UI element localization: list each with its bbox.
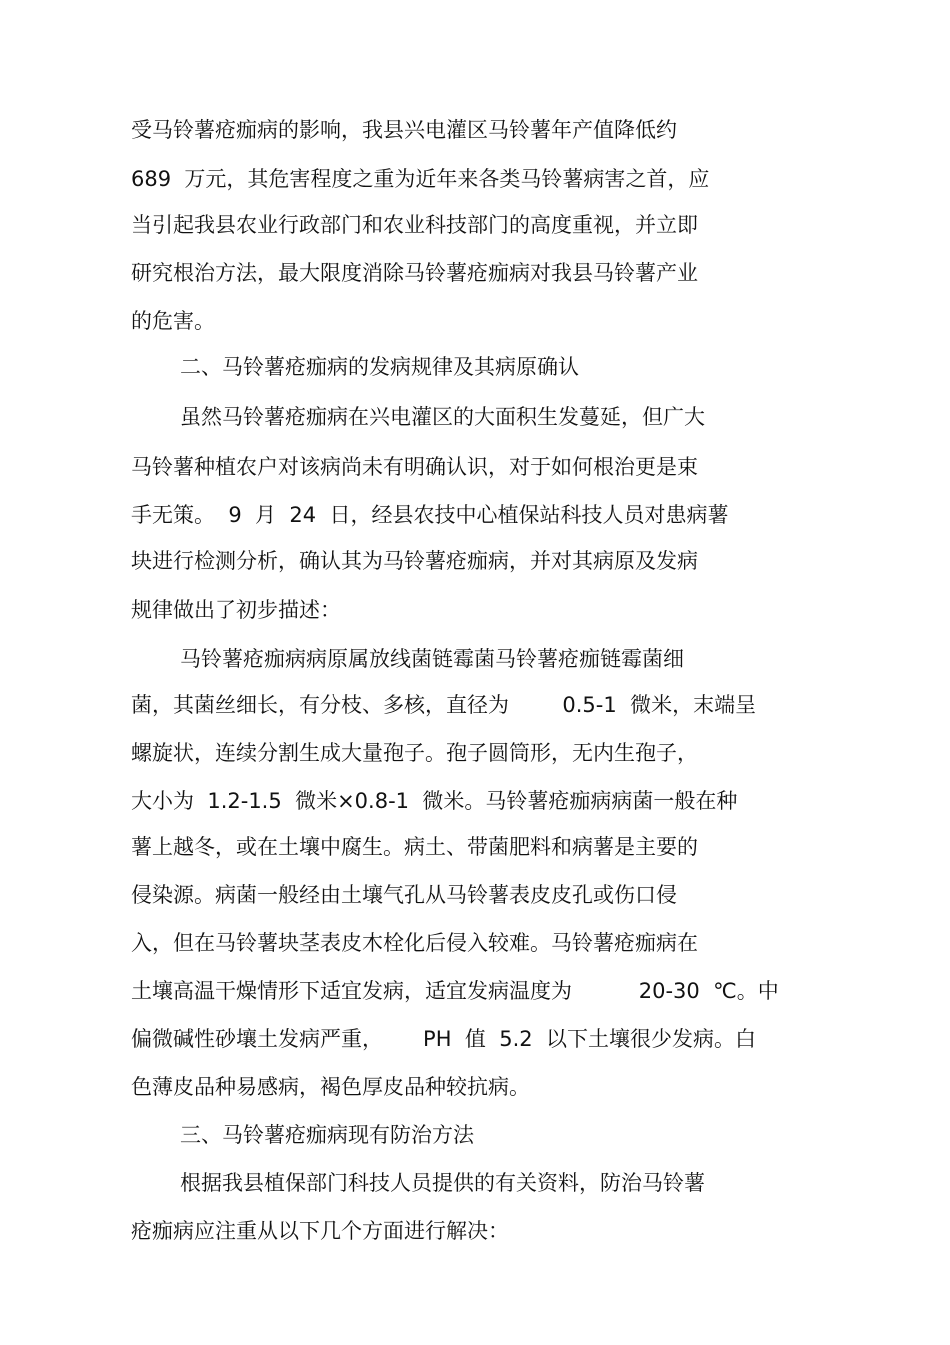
text-line: 疮痂病应注重从以下几个方面进行解决： xyxy=(131,1219,509,1243)
text-line: 螺旋状，连续分割生成大量孢子。孢子圆筒形，无内生孢子， xyxy=(131,741,698,765)
text-line: 马铃薯疮痂病病原属放线菌链霉菌马铃薯疮痂链霉菌细 xyxy=(180,647,684,671)
text-line: 菌，其菌丝细长，有分枝、多核，直径为 0.5-1 微米，末端呈 xyxy=(131,693,757,717)
text-line: 研究根治方法，最大限度消除马铃薯疮痂病对我县马铃薯产业 xyxy=(131,261,698,285)
text-line: 偏微碱性砂壤土发病严重， PH 值 5.2 以下土壤很少发病。白 xyxy=(131,1027,756,1051)
text-line: 薯上越冬，或在土壤中腐生。病土、带菌肥料和病薯是主要的 xyxy=(131,835,698,859)
text-line: 受马铃薯疮痂病的影响，我县兴电灌区马铃薯年产值降低约 xyxy=(131,118,677,142)
text-line: 色薄皮品种易感病，褐色厚皮品种较抗病。 xyxy=(131,1075,530,1099)
text-line: 手无策。 9 月 24 日，经县农技中心植保站科技人员对患病薯 xyxy=(131,503,729,527)
text-line: 根据我县植保部门科技人员提供的有关资料，防治马铃薯 xyxy=(180,1171,705,1195)
text-line: 大小为 1.2-1.5 微米×0.8-1 微米。马铃薯疮痂病病菌一般在种 xyxy=(131,789,738,813)
text-line: 规律做出了初步描述： xyxy=(131,598,341,622)
text-line: 块进行检测分析，确认其为马铃薯疮痂病，并对其病原及发病 xyxy=(131,549,698,573)
text-line: 689 万元，其危害程度之重为近年来各类马铃薯病害之首，应 xyxy=(131,167,710,191)
text-line: 侵染源。病菌一般经由土壤气孔从马铃薯表皮皮孔或伤口侵 xyxy=(131,883,677,907)
section-heading: 二、马铃薯疮痂病的发病规律及其病原确认 xyxy=(180,355,579,379)
section-heading: 三、马铃薯疮痂病现有防治方法 xyxy=(180,1123,474,1147)
text-line: 马铃薯种植农户对该病尚未有明确认识，对于如何根治更是束 xyxy=(131,455,698,479)
text-line: 虽然马铃薯疮痂病在兴电灌区的大面积生发蔓延，但广大 xyxy=(180,405,705,429)
text-line: 的危害。 xyxy=(131,309,215,333)
text-line: 入，但在马铃薯块茎表皮木栓化后侵入较难。马铃薯疮痂病在 xyxy=(131,931,698,955)
text-line: 当引起我县农业行政部门和农业科技部门的高度重视，并立即 xyxy=(131,213,698,237)
text-line: 土壤高温干燥情形下适宜发病，适宜发病温度为 20-30 ℃。中 xyxy=(131,979,779,1003)
